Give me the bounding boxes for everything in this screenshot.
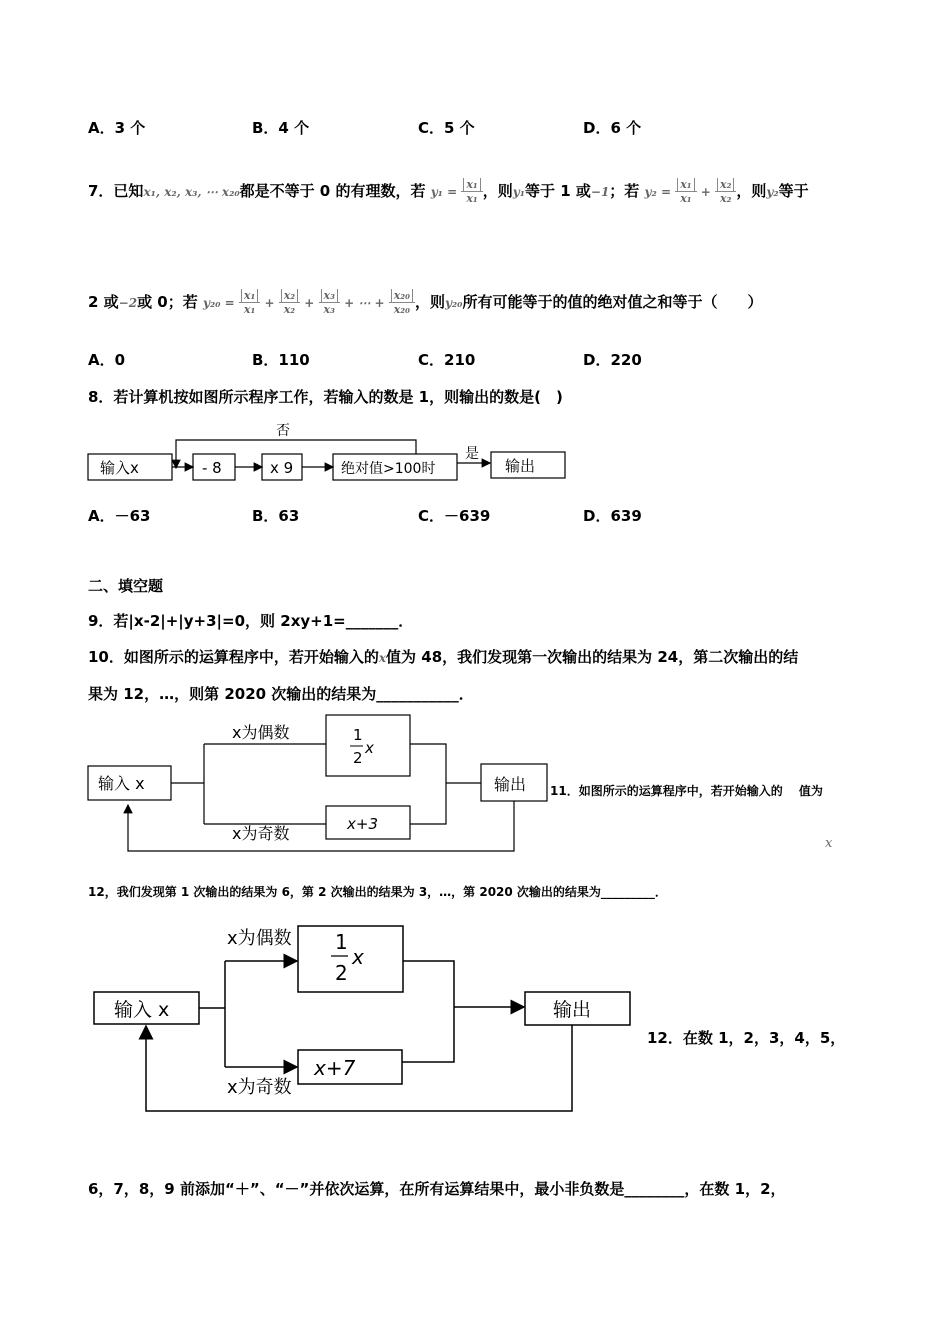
- q7-text: ，则: [414, 293, 445, 311]
- q10-output-label: 输出: [494, 775, 527, 794]
- q7-formula-y2a: $\frac{\text{x₁}}{\text{x₁}}$: [675, 178, 696, 205]
- q7-frac20: $\frac{\text{x₂₀}}{\text{x₂₀}}$: [389, 289, 415, 316]
- q8-no-label: 否: [276, 423, 290, 439]
- q8-option-c: C．－639: [418, 507, 491, 525]
- q10-half-den: 2: [353, 749, 363, 767]
- q8-option-d: D．639: [583, 507, 642, 525]
- q8-condition-label: 绝对值>100时: [341, 461, 436, 477]
- q7-text: 2 或: [88, 293, 119, 311]
- q7-y20: y₂₀: [202, 296, 221, 310]
- q7-y1: y₁: [430, 185, 443, 199]
- q10-text: 值为 48，我们发现第一次输出的结果为 24，第二次输出的结: [386, 648, 799, 666]
- q7-y2: y₂: [766, 185, 779, 199]
- q7-text: 或 0；若: [137, 293, 198, 311]
- q10-plus-label: x+3: [347, 815, 378, 833]
- q6-option-b: B．4 个: [252, 119, 310, 137]
- q6-option-a: A．3 个: [88, 119, 146, 137]
- q7-text: 等于 1 或: [525, 182, 591, 200]
- q7-text: ；若: [609, 182, 640, 200]
- q6-option-c: C．5 个: [418, 119, 475, 137]
- q11-x: x: [825, 836, 833, 851]
- q10-flowchart: [80, 708, 550, 858]
- q11-output-label: 输出: [553, 999, 592, 1021]
- q8-input-label: 输入x: [100, 459, 139, 477]
- q11-half-den: 2: [335, 961, 348, 985]
- q7-text: ，则: [736, 182, 767, 200]
- q7-text: 等于: [778, 182, 809, 200]
- q8-yes-label: 是: [465, 446, 479, 462]
- q12-side-text: 12．在数 1，2，3，4，5，: [647, 1029, 846, 1047]
- q7-text: 都是不等于 0 的有理数，若: [239, 182, 426, 200]
- q11-line: 12，我们发现第 1 次输出的结果为 6，第 2 次输出的结果为 3，…，第 2020 次输出的结果为_________．: [88, 885, 667, 899]
- q10-odd-label: x为奇数: [232, 824, 290, 843]
- q7-neg1: −1: [590, 185, 610, 199]
- q6-option-d: D．6 个: [583, 119, 642, 137]
- q11-side-text: 11．如图所示的运算程序中，若开始输入的 值为: [550, 784, 823, 798]
- q8-flowchart: [80, 418, 580, 490]
- q7-option-b: B．110: [252, 351, 310, 369]
- q7-y2: y₂: [644, 185, 657, 199]
- q7-option-c: C．210: [418, 351, 476, 369]
- q7-frac3: $\frac{\text{x₃}}{\text{x₃}}$: [319, 289, 340, 316]
- q11-half-num: 1: [335, 930, 348, 954]
- q7-text: 7．已知: [88, 182, 144, 200]
- section-title: 二、填空题: [88, 577, 164, 595]
- q7-formula-y1: $\frac{\text{x₁}}{\text{x₁}}$: [461, 178, 482, 205]
- q10-text: 10．如图所示的运算程序中，若开始输入的: [88, 648, 379, 666]
- q10-half-num: 1: [353, 726, 363, 744]
- q8-minus8-label: - 8: [202, 459, 222, 477]
- q8-times9-label: x 9: [270, 459, 294, 477]
- q7-neg2: −2: [118, 296, 138, 310]
- q10-x: x: [378, 651, 387, 665]
- q11-half-box: [298, 926, 403, 992]
- q7-line2: 2 或−2或 0；若 y₂₀ = $\frac{\text{x₁}}{\text{x₁}}$ + $\frac{\text{x₂}}{\text{x₂}}$ + $\frac{\text{x₃}}{\text{x₃}}$ + ⋯ + $\frac{\text{x₂₀}}{\text{x₂₀}}$ ，则y₂₀所有可能等于的值的绝对值之和等于（ ）: [88, 289, 763, 316]
- q8-option-a: A．－63: [88, 507, 151, 525]
- q10-line1: [88, 646, 798, 667]
- q7-text: 所有可能等于的值的绝对值之和等于（ ）: [462, 293, 763, 311]
- q11-odd-label: x为奇数: [227, 1077, 292, 1098]
- q7-line1: 7．已知x₁, x₂, x₃, ⋯ x₂₀都是不等于 0 的有理数，若 y₁ = $\frac{\text{x₁}}{\text{x₁}}$ ，则y₁等于 1 或−1；若 y₂ = $\frac{\text{x₁}}{\text{x₁}}$ + $\frac{\text{x₂}}{\text{x₂}}$ ，则y₂等于: [88, 178, 809, 205]
- q7-option-a: A．0: [88, 351, 126, 369]
- q7-vars: x₁, x₂, x₃, ⋯ x₂₀: [143, 185, 240, 199]
- q7-y20: y₂₀: [444, 296, 463, 310]
- q7-frac2: $\frac{\text{x₂}}{\text{x₂}}$: [279, 289, 300, 316]
- q8-output-label: 输出: [505, 457, 536, 475]
- q8-option-b: B．63: [252, 507, 300, 525]
- q10-even-label: x为偶数: [232, 723, 290, 742]
- q7-text: ，则: [482, 182, 513, 200]
- q11-half-var: x: [352, 945, 364, 969]
- q12-line: 6，7，8，9 前添加“＋”、“－”并依次运算，在所有运算结果中，最小非负数是________，在数 1，2，: [88, 1180, 786, 1198]
- q10-half-var: x: [365, 739, 374, 757]
- q7-formula-y2b: $\frac{\text{x₂}}{\text{x₂}}$: [715, 178, 736, 205]
- q7-y1: y₁: [512, 185, 525, 199]
- q11-even-label: x为偶数: [227, 928, 292, 949]
- q7-frac1: $\frac{\text{x₁}}{\text{x₁}}$: [239, 289, 260, 316]
- q11-plus-label: x+7: [314, 1056, 356, 1080]
- q9-text: 9．若|x-2|+|y+3|=0，则 2xy+1=_______．: [88, 612, 414, 630]
- q10-input-label: 输入 x: [98, 774, 145, 793]
- q10-line2: 果为 12，…，则第 2020 次输出的结果为___________．: [88, 685, 474, 703]
- q11-flowchart: [80, 912, 640, 1122]
- q8-text: 8．若计算机按如图所示程序工作，若输入的数是 1，则输出的数是( ): [88, 388, 563, 406]
- q11-input-label: 输入 x: [114, 999, 170, 1021]
- q7-option-d: D．220: [583, 351, 642, 369]
